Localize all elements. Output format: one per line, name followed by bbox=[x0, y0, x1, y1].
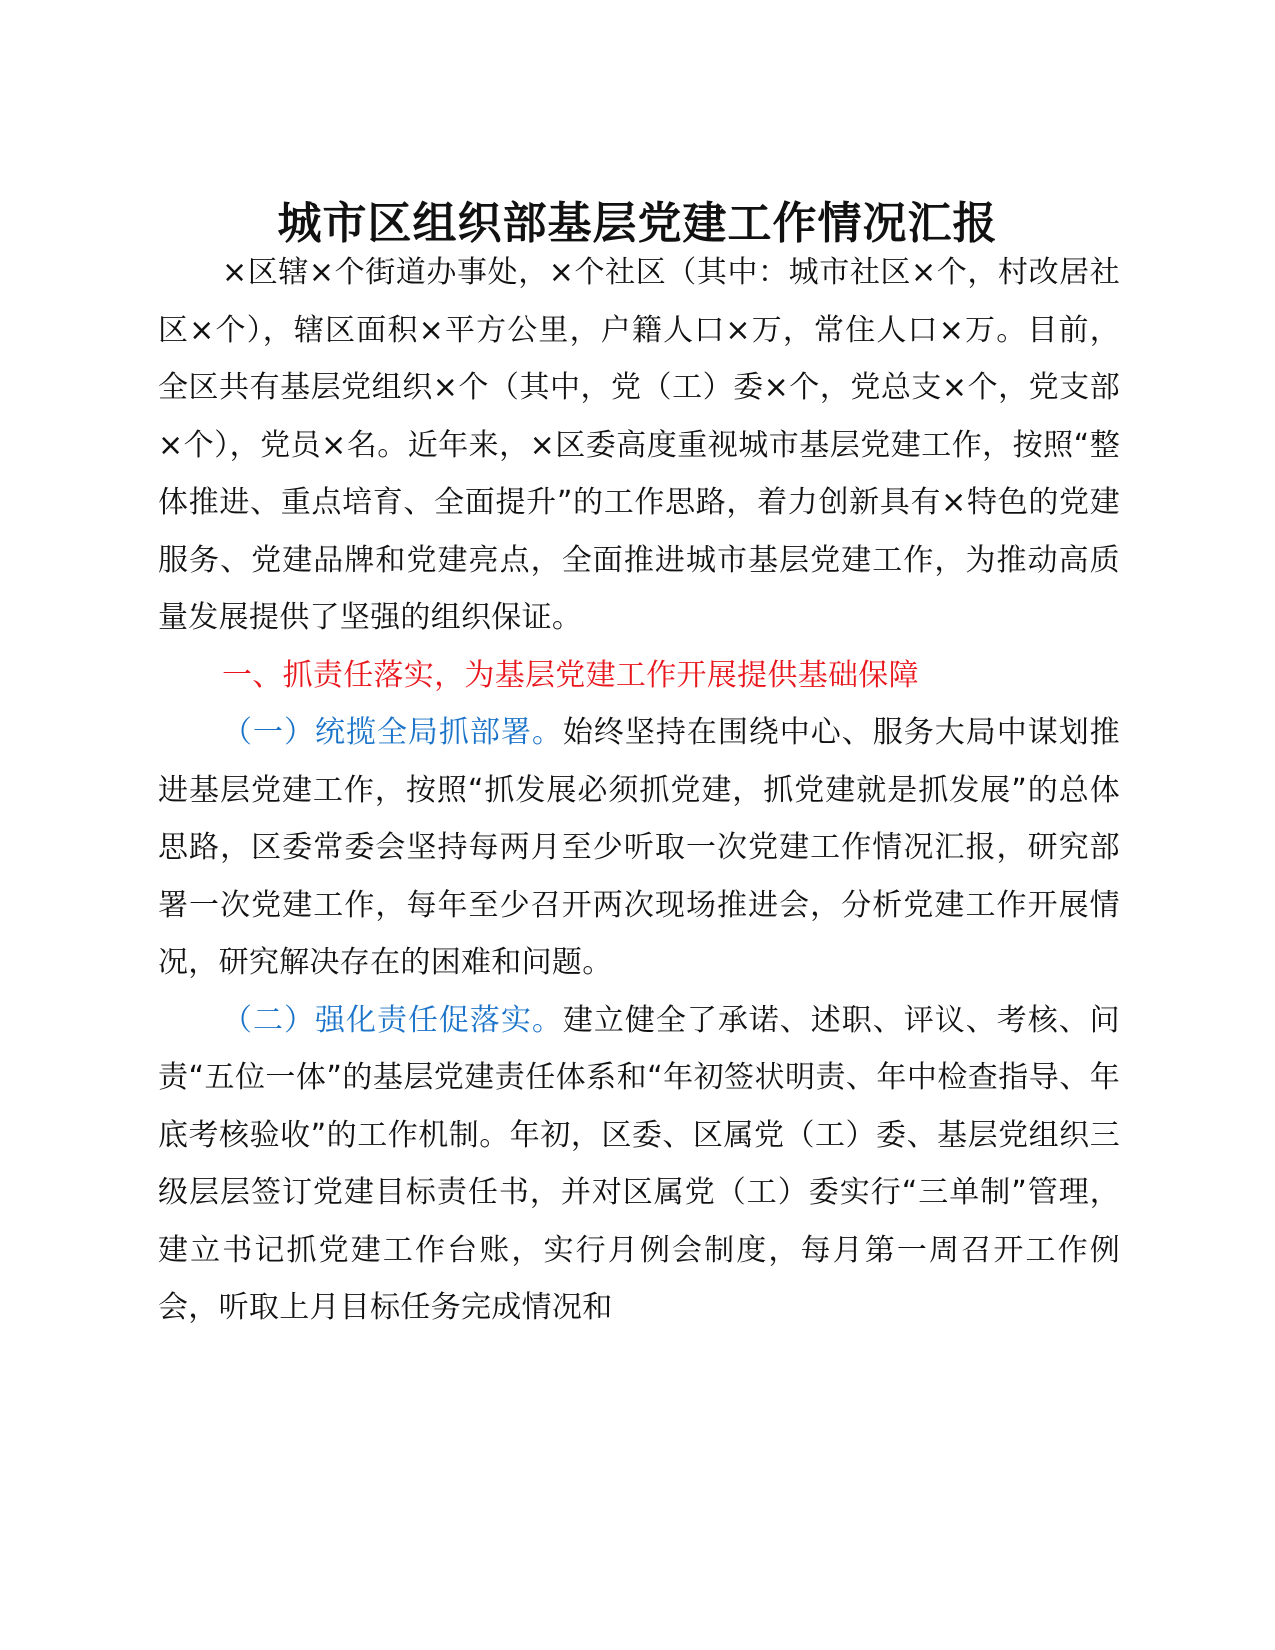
document-body bbox=[158, 244, 1120, 1337]
document-title: 城市区组织部基层党建工作情况汇报 bbox=[277, 198, 998, 250]
item-1-text: 始终坚持在围绕中心、服务大局中谋划推进基层党建工作，按照“抓发展必须抓党建，抓党建就是抓发展”的总体思路，区委常委会坚持每两月至少听取一次党建工作情况汇报，研究部署一次党建工作，每年至少召开两次现场推进会，分析党建工作开展情况，研究解决存在的困难和问题。 bbox=[158, 715, 1120, 980]
item-2-text: 建立健全了承诺、述职、评议、考核、问责“五位一体”的基层党建责任体系和“年初签状明责、年中检查指导、年底考核验收”的工作机制。年初，区委、区属党（工）委、基层党组织三级层层签订党建目标责任书，并对区属党（工）委实行“三单制”管理，建立书记抓党建工作台账，实行月例会制度，每月第一周召开工作例会，听取上月目标任务完成情况和 bbox=[158, 1002, 1121, 1325]
item-2-label: （二）强化责任促落实。 bbox=[222, 1002, 563, 1038]
intro-paragraph: ×区辖×个街道办事处，×个社区（其中：城市社区×个，村改居社区×个），辖区面积×平方公里，户籍人口×万，常住人口×万。目前，全区共有基层党组织×个（其中，党（工）委×个，党总支×个，党支部×个），党员×名。近年来，×区委高度重视城市基层党建工作，按照“整体推进、重点培育、全面提升”的工作思路，着力创新具有×特色的党建服务、党建品牌和党建亮点，全面推进城市基层党建工作，为推动高质量发展提供了坚强的组织保证。 bbox=[158, 255, 1120, 635]
section-1-item-1 bbox=[158, 704, 1120, 992]
item-1-label: （一）统揽全局抓部署。 bbox=[222, 715, 563, 750]
section-heading-1: 一、抓责任落实，为基层党建工作开展提供基础保障 bbox=[222, 657, 919, 693]
section-1-item-2 bbox=[158, 992, 1120, 1337]
